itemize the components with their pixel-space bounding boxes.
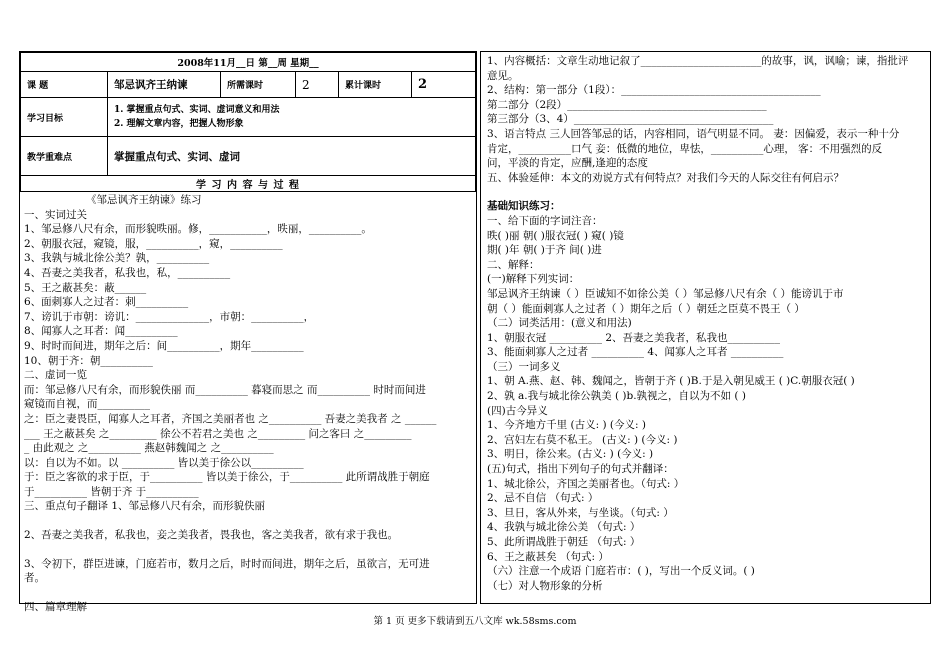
- process-label: 学 习 内 容 与 过 程: [21, 176, 476, 192]
- exercise-title: 《邹忌讽齐王纳谏》练习: [86, 194, 202, 206]
- text-line: ___ 王之蔽甚矣 之_________ 徐公不若君之美也 之_________ 问之客曰 之_________: [24, 427, 412, 440]
- text-line: 四、篇章理解: [24, 600, 87, 613]
- text-line: 以：自以为不如。以 __________ 皆以美于徐公以__________: [24, 456, 304, 469]
- text-line: 第二部分（2段）______________________________________: [487, 98, 767, 111]
- left-content: [20, 192, 476, 614]
- hours-label: 所需课时: [221, 72, 296, 98]
- text-line: 3、明日，徐公来。(古义: ) (今义: ): [487, 448, 654, 461]
- text-line: 窥镜而自视，而__________: [24, 398, 150, 411]
- text-line: 1、内容概括：文章生动地记叙了_______________________的故事，讽，讽喻；谏，指批评: [487, 55, 909, 67]
- text-line: 之：臣之妻畏臣，闻寡人之耳者，齐国之美丽者也 之__________ 吾妻之美我者 之 ______: [24, 412, 437, 425]
- text-line: _ 由此观之 之__________ 燕赵韩魏闻之 之__________: [24, 442, 274, 455]
- hours-value: 2: [296, 72, 339, 98]
- right-content: [481, 52, 930, 593]
- lesson-title: 邹忌讽齐王纳谏: [108, 72, 221, 98]
- goals-label: 学习目标: [21, 98, 108, 137]
- text-line: 3、我孰与城北徐公美？孰，__________: [24, 252, 210, 265]
- text-line: 一、给下面的字词注音：: [487, 214, 603, 227]
- text-line: 1、今齐地方千里 (古义: ) (今义: ): [487, 419, 646, 432]
- goals-cell: [108, 98, 476, 137]
- date-line: 2008年11月__日 第__周 星期__: [21, 53, 476, 72]
- text-line: 于__________ 皆朝于齐 于__________: [24, 485, 199, 498]
- right-column: [480, 51, 931, 604]
- text-line: 3、能面刺寡人之过者 __________ 4、闻寡人之耳者 __________: [487, 346, 784, 359]
- text-line: 第三部分（3、4）______________________________________: [487, 113, 774, 126]
- text-line: 五、体验延伸：本文的劝说方式有何特点？对我们今天的人际交往有何启示？: [487, 171, 844, 184]
- text-line: 者。: [24, 572, 45, 585]
- text-line: 6、面刺寡人之过者：刺__________: [24, 296, 189, 309]
- text-line: 期( )年 朝( )于齐 间( )进: [487, 244, 602, 257]
- text-line: 3、旦日，客从外来，与坐谈。（句式: ）: [487, 506, 674, 519]
- text-line: 昳( )丽 朝( )服衣冠( ) 窥( )镜: [487, 229, 624, 242]
- text-line: 肯定，__________口气 妾：低微的地位，卑怯，__________心理， 客：不用强烈的反: [487, 142, 883, 155]
- total-label: 累计课时: [339, 72, 412, 98]
- goal-item: 1. 掌握重点句式、实词、虚词意义和用法: [114, 105, 280, 115]
- blank-line: [24, 514, 472, 528]
- header-table: [20, 52, 476, 192]
- total-value: 2: [412, 72, 476, 98]
- text-line: (一)解释下列实词：: [487, 273, 580, 286]
- text-line: 2、朝服衣冠，窥镜，服，__________，窥，__________: [24, 237, 283, 250]
- text-line: 6、王之蔽甚矣 （句式: ）: [487, 550, 609, 563]
- text-line: 5、王之蔽甚矣：蔽______: [24, 281, 147, 294]
- text-line: 2、结构：第一部分（1段）：______________________________________: [487, 84, 821, 97]
- text-line: 1、朝 A.燕、赵、韩、魏闻之，皆朝于齐 ( )B.于是入朝见威王 ( )C.朝服衣冠( ): [487, 375, 855, 388]
- text-line: (四)古今异义: [487, 404, 548, 417]
- text-line: 3、令初下，群臣进谏，门庭若市，数月之后，时时而间进，期年之后，虽欲言，无可进: [24, 557, 430, 570]
- text-line: 朝（ ）能面刺寡人之过者（ ）期年之后（ ）朝廷之臣莫不畏王（ ）: [487, 302, 805, 315]
- page-footer: 第 1 页 更多下载请到五八文库 wk.58sms.com: [373, 616, 577, 627]
- text-line: （二）词类活用：(意义和用法): [487, 317, 632, 330]
- text-line: 问，平淡的肯定，应酬,逢迎的态度: [487, 157, 648, 170]
- text-line: 2、忌不自信 （句式: ）: [487, 492, 599, 505]
- text-line: （三）一词多义: [487, 360, 561, 373]
- key-label: 教学重难点: [21, 137, 108, 176]
- text-line: 9、时时而间进，期年之后：间__________，期年__________: [24, 339, 304, 352]
- text-line: 2、孰 a.我与城北徐公孰美 ( )b.孰视之，自以为不如 ( ): [487, 390, 746, 403]
- lesson-label: 课 题: [21, 72, 108, 98]
- text-line: 2、吾妻之美我者，私我也，妾之美我者，畏我也，客之美我者，欲有求于我也。: [24, 529, 399, 542]
- blank-line: [24, 586, 472, 600]
- text-line: 1、邹忌修八尺有余，而形貌昳丽。修，___________，昳丽，__________。: [24, 223, 372, 236]
- left-column: [19, 51, 477, 613]
- text-line: 4、我孰与城北徐公美 （句式: ）: [487, 521, 641, 534]
- key-value: 掌握重点句式、实词、虚词: [108, 137, 476, 176]
- text-line: （七）对人物形象的分析: [487, 579, 603, 592]
- text-line: 意见。: [487, 69, 519, 82]
- text-line: 而：邹忌修八尺有余，而形貌佚丽 而__________ 暮寝而思之 而__________ 时时而间进: [24, 383, 426, 396]
- blank-line: [24, 543, 472, 557]
- blank-line: [487, 185, 924, 199]
- text-line: 三、重点句子翻译 1、邹忌修八尺有余，而形貌佚丽: [24, 500, 266, 513]
- text-line: 1、城北徐公，齐国之美丽者也。（句式: ）: [487, 477, 685, 490]
- text-line: 8、闻寡人之耳者：闻__________: [24, 325, 178, 338]
- text-line: 二、虚词一览: [24, 369, 87, 382]
- text-line: 5、此所谓战胜于朝廷 （句式: ）: [487, 536, 641, 548]
- text-line: 于：臣之客欲的求于臣，于__________ 皆以美于徐公，于__________ 此所谓战胜于朝庭: [24, 471, 430, 484]
- text-line: 7、谤讥于市朝：谤讥：______________，市朝：__________，: [24, 310, 315, 323]
- text-line: 邹忌讽齐王纳谏（ ）臣诚知不如徐公美（ ）邹忌修八尺有余（ ）能谤讥于市: [487, 287, 844, 300]
- text-line: 1、朝服衣冠 __________ 2、吾妻之美我者，私我也__________: [487, 331, 781, 344]
- goal-item: 2. 理解文章内容，把握人物形象: [114, 119, 244, 129]
- text-line: （六）注意一个成语 门庭若市：( )，写出一个反义词。( ): [487, 565, 755, 578]
- text-line: (五)句式，指出下列句子的句式并翻译：: [487, 463, 674, 476]
- section-heading: 基础知识练习：: [487, 200, 561, 213]
- text-line: 一、实词过关: [24, 208, 87, 221]
- text-line: 二、解释：: [487, 258, 540, 271]
- text-line: 10、朝于齐：朝__________: [24, 354, 153, 367]
- text-line: 2、宫妇左右莫不私王。 (古义: ) (今义: ): [487, 433, 678, 446]
- text-line: 3、语言特点 三人回答邹忌的话，内容相同，语气明显不同。 妻：因偏爱，表示一种十分: [487, 127, 900, 140]
- text-line: 4、吾妻之美我者，私我也，私，__________: [24, 266, 231, 279]
